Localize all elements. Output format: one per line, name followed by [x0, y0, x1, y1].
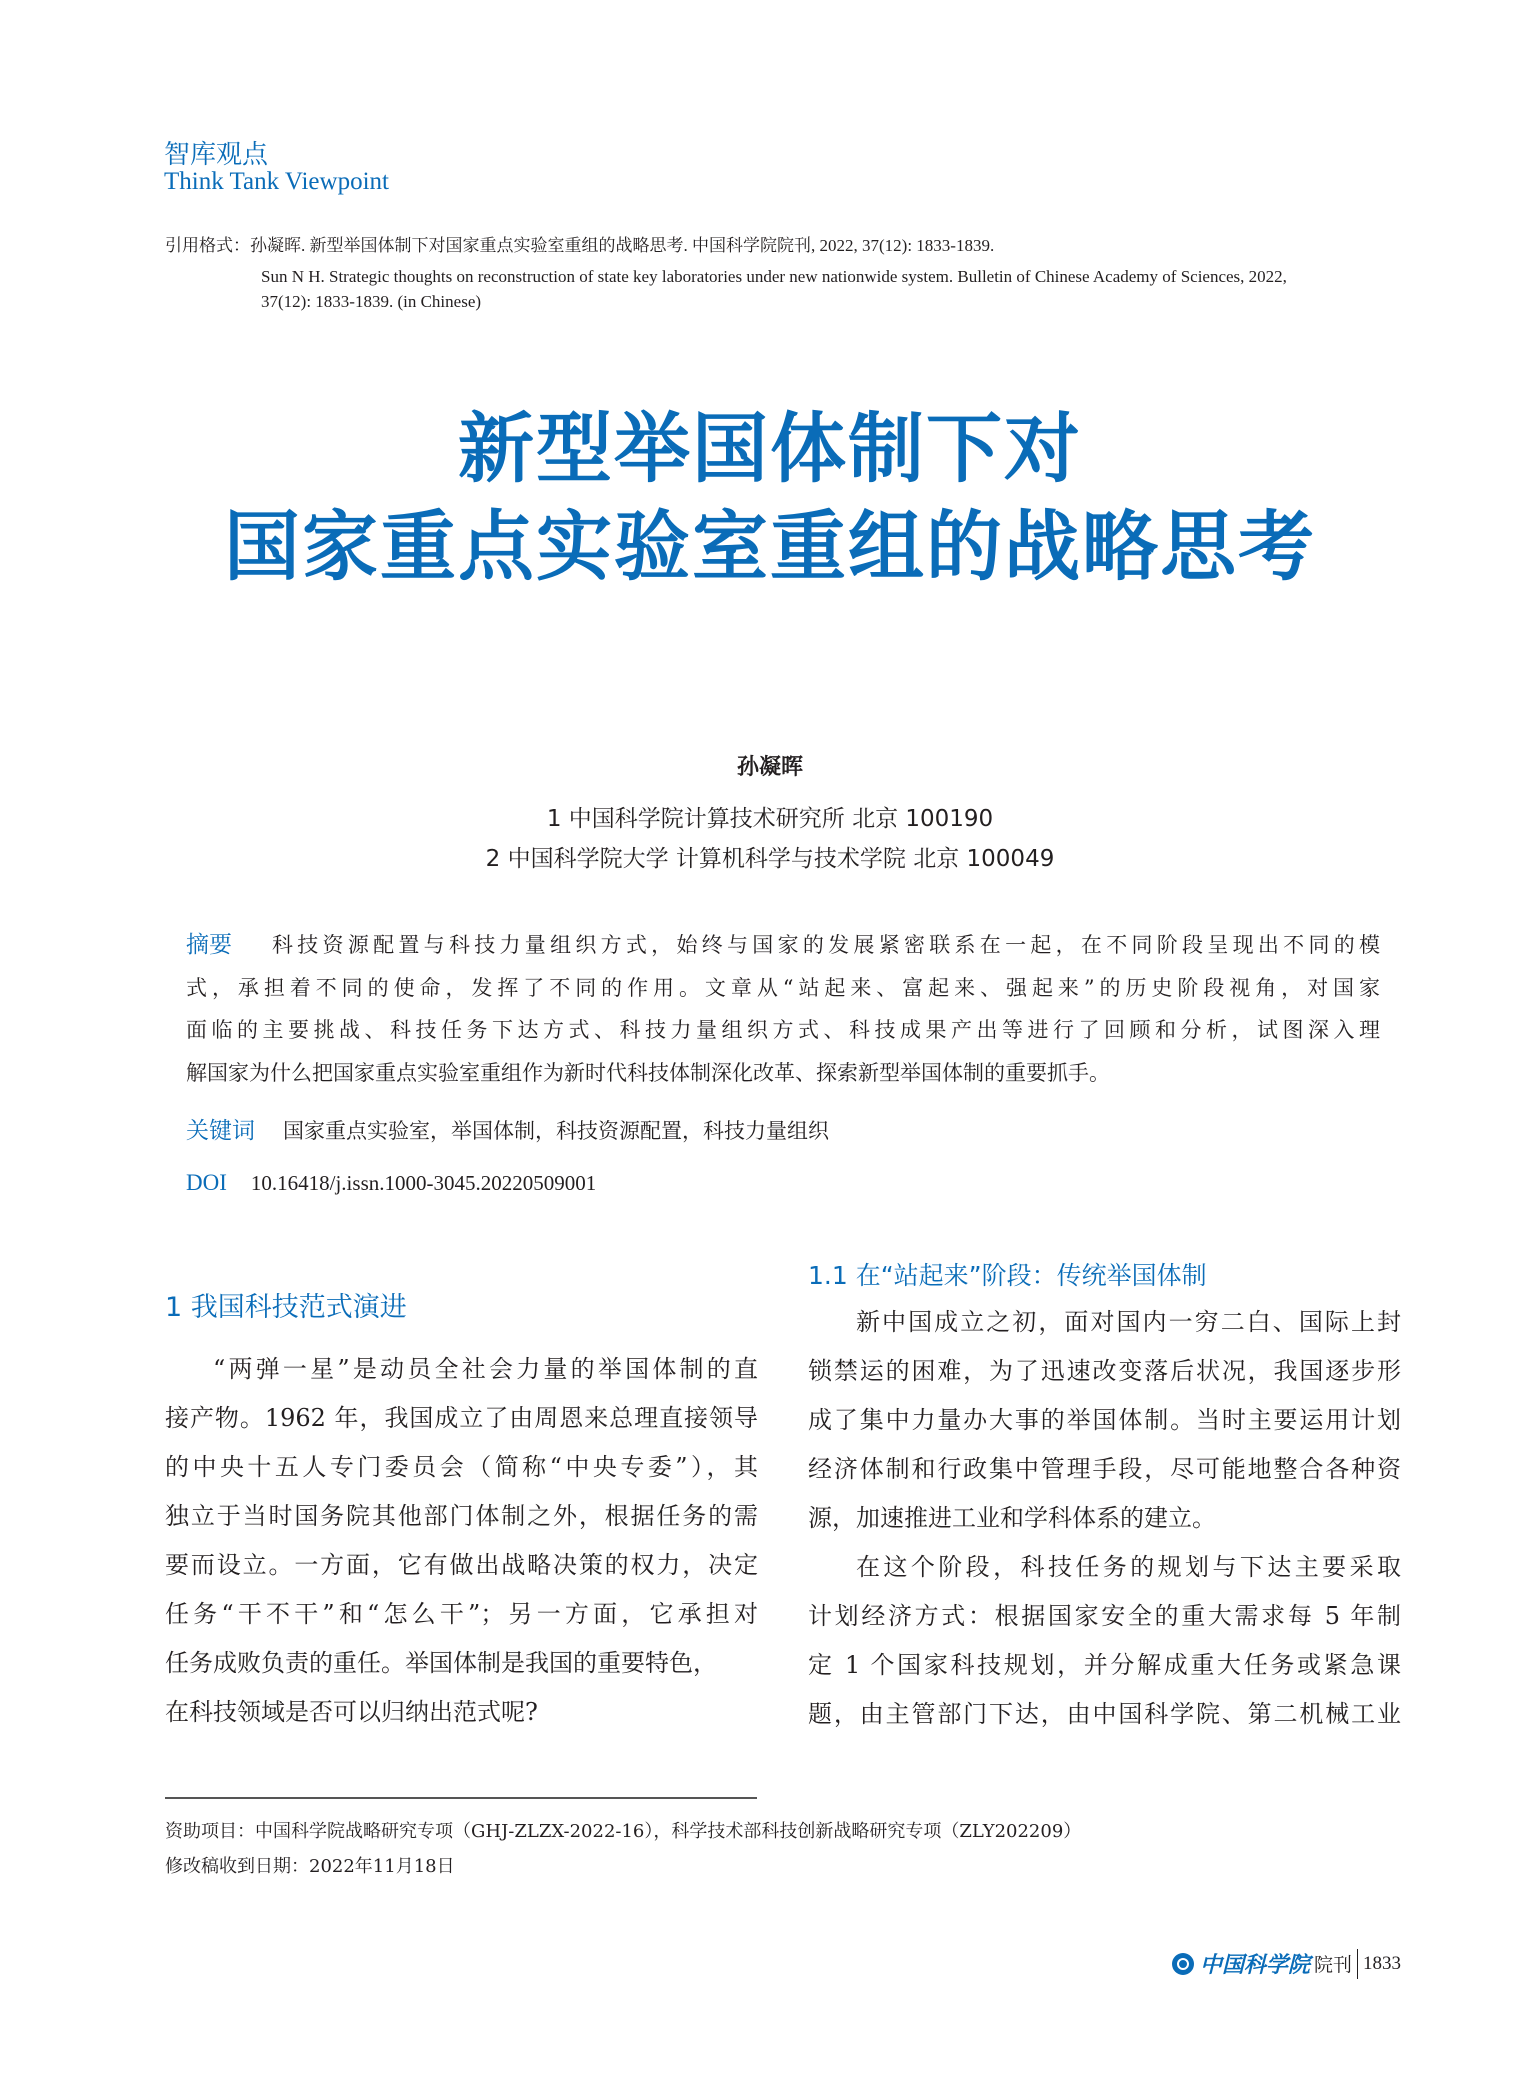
doi: [186, 1170, 596, 1196]
doi-value[interactable]: 10.16418/j.issn.1000-3045.20220509001: [250, 1171, 597, 1195]
citation-cn: [165, 233, 994, 258]
body-line: 任务成败负责的重任。举国体制是我国的重要特色，: [165, 1649, 717, 1677]
title-line-1: 新型举国体制下对: [458, 404, 1082, 493]
section-heading-1-1: 1.1 在“站起来”阶段：传统举国体制: [808, 1261, 1207, 1290]
body-line: 定 1 个国家科技规划，并分解成重大任务或紧急课: [808, 1651, 1401, 1679]
citation-en-line2: 37(12): 1833-1839. (in Chinese): [261, 292, 482, 311]
footer-divider: [1357, 1949, 1358, 1979]
author-name: 孙凝晖: [736, 755, 803, 780]
keywords-value: 国家重点实验室，举国体制，科技资源配置，科技力量组织: [283, 1119, 829, 1143]
affiliation-1: 1 中国科学院计算技术研究所 北京 100190: [546, 806, 994, 832]
keywords-label: 关键词: [186, 1118, 255, 1144]
body-line: 接产物。1962 年，我国成立了由周恩来总理直接领导: [165, 1404, 758, 1432]
page-footer: [1172, 1948, 1401, 1979]
section-label-en: Think Tank Viewpoint: [164, 168, 389, 195]
abstract-line: 科技资源配置与科技力量组织方式，始终与国家的发展紧密联系在一起，在不同阶段呈现出不同的模: [272, 933, 1380, 957]
footnote-received: 修改稿收到日期：2022年11月18日: [165, 1856, 455, 1877]
body-line: 要而设立。一方面，它有做出战略决策的权力，决定: [165, 1551, 758, 1579]
body-line: 新中国成立之初，面对国内一穷二白、国际上封: [856, 1308, 1401, 1336]
abstract-line: 式，承担着不同的使命，发挥了不同的作用。文章从“站起来、富起来、强起来”的历史阶段视角，对国家: [186, 975, 1380, 1000]
citation-en-line1: Sun N H. Strategic thoughts on reconstruction of state key laboratories under new nationwide system. Bulletin of Chinese Academy of Sciences, 2022,: [261, 267, 1287, 286]
page-number: 1833: [1363, 1952, 1401, 1974]
body-line: 计划经济方式：根据国家安全的重大需求每 5 年制: [808, 1602, 1401, 1630]
cas-logo-text: 中国科学院: [1199, 1952, 1310, 1978]
section-heading-1: 1 我国科技范式演进: [165, 1292, 407, 1323]
body-line: 独立于当时国务院其他部门体制之外，根据任务的需: [165, 1502, 758, 1530]
body-line: 经济体制和行政集中管理手段，尽可能地整合各种资: [808, 1455, 1401, 1483]
body-line: 锁禁运的困难，为了迅速改变落后状况，我国逐步形: [808, 1357, 1401, 1385]
abstract-line: 解国家为什么把国家重点实验室重组作为新时代科技体制深化改革、探索新型举国体制的重要抓手。: [186, 1060, 1110, 1085]
body-line: 源，加速推进工业和学科体系的建立。: [808, 1504, 1216, 1532]
left-column-body: [165, 1345, 758, 1737]
body-line: 任务“干不干”和“怎么干”；另一方面，它承担对: [165, 1600, 758, 1628]
body-line: 的中央十五人专门委员会（简称“中央专委”），其: [165, 1453, 758, 1481]
title-line-2: 国家重点实验室重组的战略思考: [224, 502, 1316, 591]
abstract: [186, 924, 1380, 1094]
affiliation-2: 2 中国科学院大学 计算机科学与技术学院 北京 100049: [485, 846, 1055, 872]
article-title: [0, 400, 1540, 596]
citation-cn-text: 孙凝晖. 新型举国体制下对国家重点实验室重组的战略思考. 中国科学院院刊, 2022, 37(12): 1833-1839.: [250, 236, 995, 255]
body-line: 题，由主管部门下达，由中国科学院、第二机械工业: [808, 1700, 1401, 1728]
body-line: 在这个阶段，科技任务的规划与下达主要采取: [856, 1553, 1401, 1581]
abstract-label: 摘要: [186, 932, 232, 958]
right-column-body: [808, 1298, 1401, 1739]
keywords: [186, 1112, 829, 1145]
footnote-divider: [165, 1797, 757, 1799]
cas-logo-icon: [1172, 1953, 1194, 1975]
body-line: “两弹一星”是动员全社会力量的举国体制的直: [213, 1355, 758, 1383]
abstract-line: 面临的主要挑战、科技任务下达方式、科技力量组织方式、科技成果产出等进行了回顾和分析，试图深入理: [186, 1018, 1380, 1042]
citation-label: 引用格式：: [165, 236, 250, 255]
journal-label: 院刊: [1313, 1954, 1352, 1976]
body-line: 在科技领域是否可以归纳出范式呢?: [165, 1698, 538, 1726]
doi-label: DOI: [186, 1170, 227, 1195]
section-label-cn: 智库观点: [164, 140, 269, 170]
footnote-funding: 资助项目：中国科学院战略研究专项（GHJ-ZLZX-2022-16），科学技术部科技创新战略研究专项（ZLY202209）: [165, 1821, 1082, 1842]
body-line: 成了集中力量办大事的举国体制。当时主要运用计划: [808, 1406, 1401, 1434]
